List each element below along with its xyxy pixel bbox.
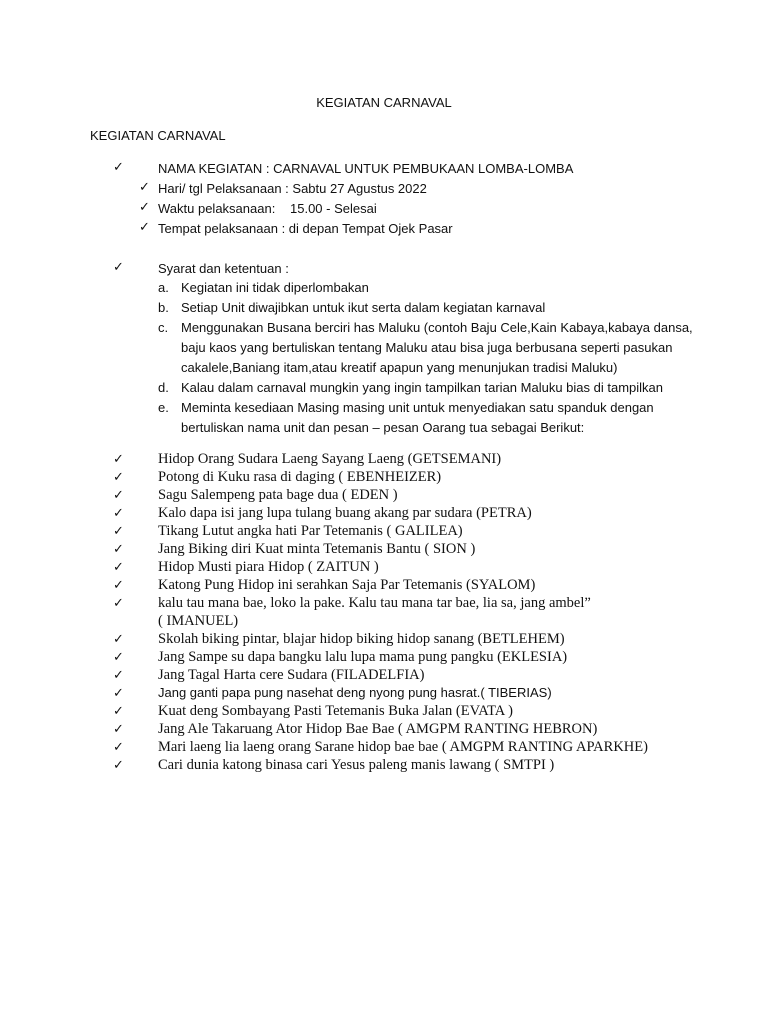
checkmark-icon: ✓ [113,488,124,503]
checkmark-icon: ✓ [113,260,124,275]
checkmark-icon: ✓ [113,740,124,755]
syarat-item-marker: e. [158,400,169,415]
checkmark-icon: ✓ [113,686,124,701]
syarat-item-text: Kegiatan ini tidak diperlombakan [181,280,369,295]
syarat-item-text: Meminta kesediaan Masing masing unit untuk menyediakan satu spanduk dengan [181,400,654,415]
checkmark-icon: ✓ [113,704,124,719]
checkmark-icon: ✓ [113,578,124,593]
pesan-item-text: Kalo dapa isi jang lupa tulang buang akang par sudara (PETRA) [158,505,532,521]
syarat-item-marker: a. [158,280,169,295]
pesan-item-text: Jang Sampe su dapa bangku lalu lupa mama pung pangku (EKLESIA) [158,649,568,665]
syarat-item-marker: d. [158,380,169,395]
checkmark-icon: ✓ [113,596,124,611]
checkmark-icon: ✓ [113,452,124,467]
pesan-item-text: Jang ganti papa pung nasehat deng nyong pung hasrat.( TIBERIAS) [158,685,552,700]
checkmark-icon: ✓ [113,632,124,647]
syarat-item-text: Setiap Unit diwajibkan untuk ikut serta dalam kegiatan karnaval [181,300,546,315]
pesan-item-text: kalu tau mana bae, loko la pake. Kalu tau mana tar bae, lia sa, jang ambel” [158,595,591,611]
info-tempat: Tempat pelaksanaan : di depan Tempat Ojek Pasar [158,221,453,236]
syarat-item-text: Kalau dalam carnaval mungkin yang ingin tampilkan tarian Maluku bias di tampilkan [181,380,663,395]
section-heading: KEGIATAN CARNAVAL [90,128,226,143]
pesan-item-text: Sagu Salempeng pata bage dua ( EDEN ) [158,487,398,503]
checkmark-icon: ✓ [139,220,150,235]
document-title: KEGIATAN CARNAVAL [316,95,452,110]
checkmark-icon: ✓ [113,722,124,737]
pesan-item-text: Jang Tagal Harta cere Sudara (FILADELFIA) [158,667,425,683]
info-waktu-value: 15.00 - Selesai [290,201,377,216]
pesan-item-text: Mari laeng lia laeng orang Sarane hidop bae bae ( AMGPM RANTING APARKHE) [158,739,648,755]
checkmark-icon: ✓ [113,470,124,485]
info-hari: Hari/ tgl Pelaksanaan : Sabtu 27 Agustus 2022 [158,181,427,196]
pesan-item-text: Hidop Orang Sudara Laeng Sayang Laeng (GETSEMANI) [158,451,502,467]
pesan-item-text: Cari dunia katong binasa cari Yesus paleng manis lawang ( SMTPI ) [158,757,555,773]
checkmark-icon: ✓ [113,542,124,557]
pesan-item-text: Hidop Musti piara Hidop ( ZAITUN ) [158,559,379,575]
checkmark-icon: ✓ [113,668,124,683]
checkmark-icon: ✓ [113,560,124,575]
pesan-item-text: Potong di Kuku rasa di daging ( EBENHEIZER) [158,469,442,485]
pesan-item-text: Tikang Lutut angka hati Par Tetemanis ( GALILEA) [158,523,463,539]
syarat-item-text: Menggunakan Busana berciri has Maluku (contoh Baju Cele,Kain Kabaya,kabaya dansa, [181,320,693,335]
checkmark-icon: ✓ [113,524,124,539]
pesan-item-text: Skolah biking pintar, blajar hidop biking hidop sanang (BETLEHEM) [158,631,565,647]
syarat-item-text: baju kaos yang bertuliskan tentang Maluku atau bisa juga berbusana seperti pasukan [181,340,673,355]
pesan-item-text: Jang Biking diri Kuat minta Tetemanis Bantu ( SION ) [158,541,476,557]
pesan-item-text: Kuat deng Sombayang Pasti Tetemanis Buka Jalan (EVATA ) [158,703,513,719]
pesan-item-text: Katong Pung Hidop ini serahkan Saja Par Tetemanis (SYALOM) [158,577,536,593]
info-waktu-label: Waktu pelaksanaan: [158,201,276,216]
checkmark-icon: ✓ [139,200,150,215]
syarat-item-marker: c. [158,320,169,335]
syarat-item-marker: b. [158,300,169,315]
checkmark-icon: ✓ [113,758,124,773]
syarat-heading: Syarat dan ketentuan : [158,261,289,276]
pesan-item-text: Jang Ale Takaruang Ator Hidop Bae Bae ( AMGPM RANTING HEBRON) [158,721,598,737]
syarat-item-text: cakalele,Baniang itam,atau kreatif apapun yang menunjukan tradisi Maluku) [181,360,618,375]
checkmark-icon: ✓ [113,650,124,665]
checkmark-icon: ✓ [113,160,124,175]
syarat-item-text: bertuliskan nama unit dan pesan – pesan Oarang tua sebagai Berikut: [181,420,585,435]
info-nama: NAMA KEGIATAN : CARNAVAL UNTUK PEMBUKAAN LOMBA-LOMBA [158,161,574,176]
checkmark-icon: ✓ [139,180,150,195]
checkmark-icon: ✓ [113,506,124,521]
pesan-item-text: ( IMANUEL) [158,613,239,629]
